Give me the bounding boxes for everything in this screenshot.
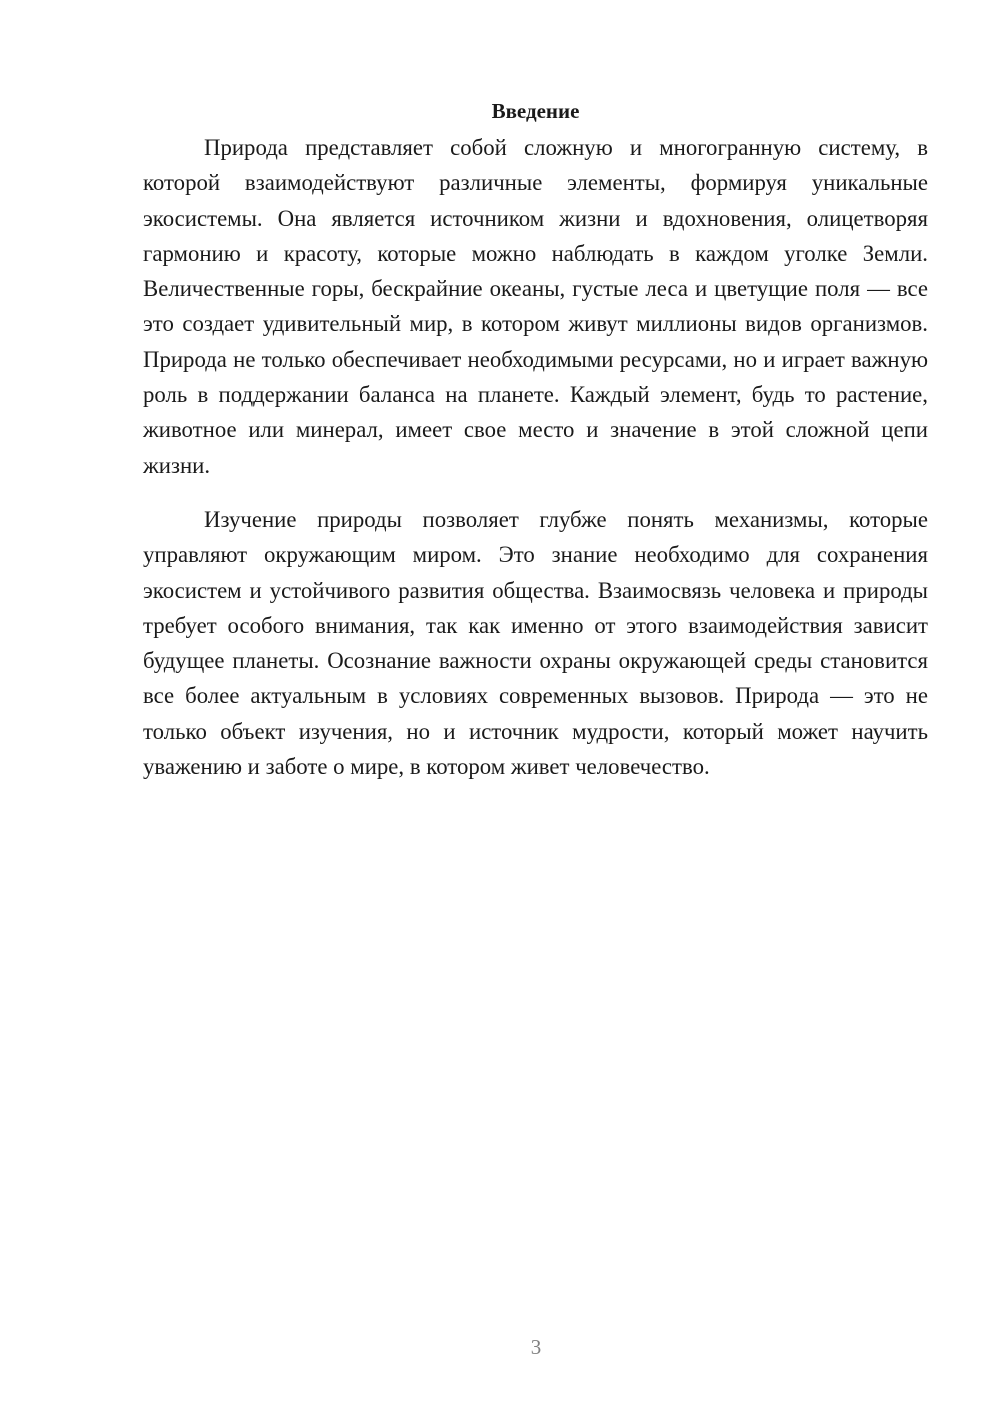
page-number: 3	[530, 1335, 542, 1359]
paragraph-2: Изучение природы позволяет глубже понять механизмы, которые управляют окружающим миром. Это знание необходимо для сохранения экосистем и устойчивого развития общества. Взаимосвязь человека и природы требует особого внимания, так как именно от этого взаимодействия зависит будущее планеты. Осознание важности охраны окружающей среды становится все более актуальным в условиях современных вызовов. Природа — это не только объект изучения, но и источник мудрости, который может научить уважению и заботе о мире, в котором живет человечество.	[143, 506, 928, 780]
paragraph-1: Природа представляет собой сложную и многогранную систему, в которой взаимодействуют различные элементы, формируя уникальные экосистемы. Она является источником жизни и вдохновения, олицетворяя гармонию и красоту, которые можно наблюдать в каждом уголке Земли. Величественные горы, бескрайние океаны, густые леса и цветущие поля — все это создает удивительный мир, в котором живут миллионы видов организмов. Природа не только обеспечивает необходимыми ресурсами, но и играет важную роль в поддержании баланса на планете. Каждый элемент, будь то растение, животное или минерал, имеет свое место и значение в этой сложной цепи жизни.	[143, 135, 928, 478]
page-body	[143, 96, 928, 784]
section-heading: Введение	[491, 99, 580, 123]
